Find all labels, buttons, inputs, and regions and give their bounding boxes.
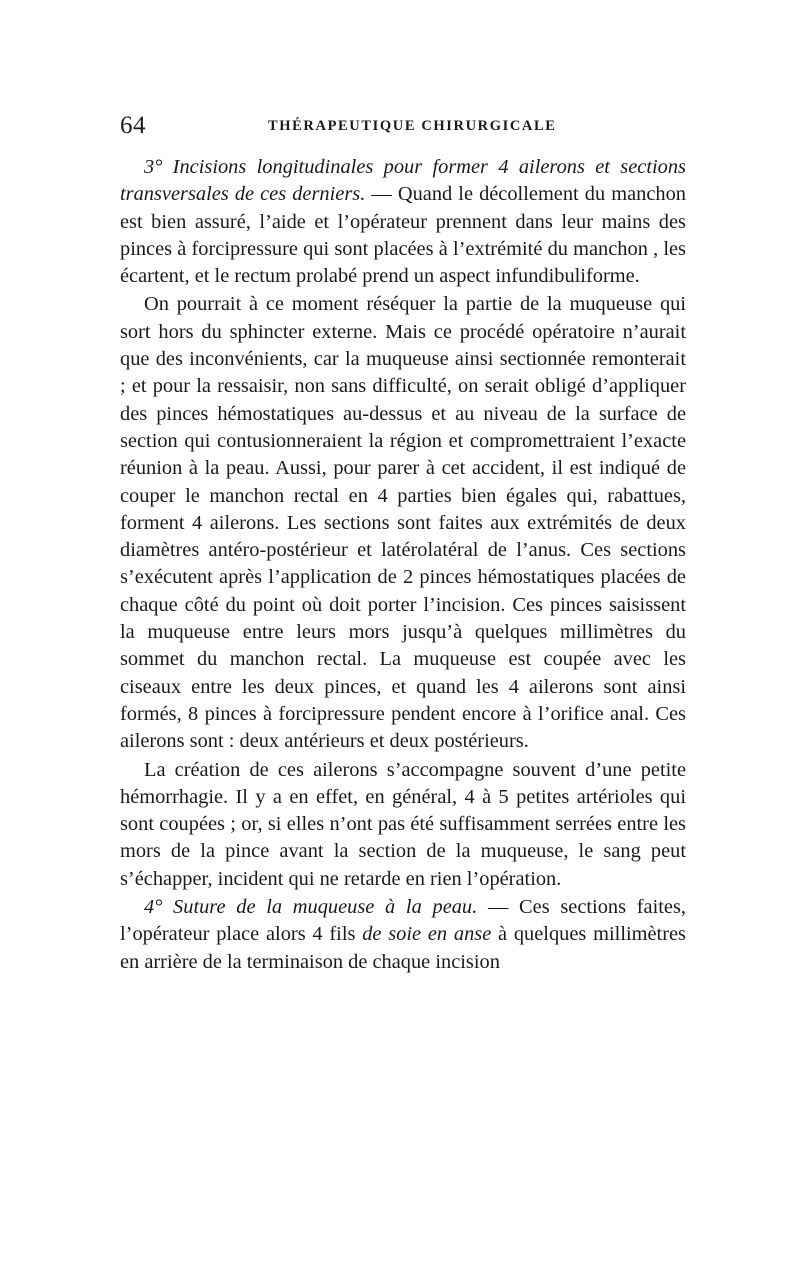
paragraph-hemorrhage [120, 757, 686, 893]
page-number: 64 [120, 112, 146, 139]
running-title: THÉRAPEUTIQUE CHIRURGICALE [268, 118, 557, 134]
body-text [120, 154, 686, 976]
paragraph-resection [120, 291, 686, 755]
section-heading-4: 4° Suture de la muqueuse à la peau. [144, 896, 478, 919]
paragraph-incisions [120, 154, 686, 290]
paragraph-text: On pourrait à ce moment réséquer la partie de la muqueuse qui sort hors du sphincter externe. Mais ce procédé opératoire n’aurait que des inconvénients, car la muqueuse ainsi sectionnée remonterait ; et pour la ressaisir, non sans difficulté, on serait obligé d’appliquer des pinces hémostatiques au-dessus et au niveau de la surface de section qui contusionneraient la région et compromettraient l’exacte réunion à la peau. Aussi, pour parer à cet accident, il est indiqué de couper le manchon rectal en 4 parties bien égales qui, rabattues, forment 4 ailerons. Les sections sont faites aux extrémités de deux diamètres antéro-postérieur et latérolatéral de l’anus. Ces sections s’exécutent après l’application de 2 pinces hémostatiques placées de chaque côté du point où doit porter l’incision. Ces pinces saisissent la muqueuse entre leurs mors jusqu’à quelques millimètres du sommet du manchon rectal. La muqueuse est coupée avec les ciseaux entre les deux pinces, et quand les 4 ailerons sont ainsi formés, 8 pinces à forcipressure pendent encore à l’orifice anal. Ces ailerons sont : deux antérieurs et deux postérieurs. [120, 293, 686, 753]
book-page [120, 112, 686, 976]
paragraph-suture [120, 894, 686, 976]
italic-phrase: de soie en anse [362, 923, 492, 946]
paragraph-text: — Ces sections faites, l’opérateur place alors 4 fils [120, 896, 686, 946]
paragraph-text: — Quand le décollement du manchon est bien assuré, l’aide et l’opérateur prennent dans leur mains des pinces à forcipressure qui sont placées à l’extrémité du manchon , les écartent, et le rectum prolabé prend un aspect infundibuliforme. [120, 183, 686, 288]
running-head [120, 112, 686, 142]
section-heading-3: 3° Incisions longitudinales pour former 4 ailerons et sections transversales de ces derniers. [120, 156, 686, 206]
paragraph-text: à quelques millimètres en arrière de la terminaison de chaque incision [120, 923, 686, 973]
paragraph-text: La création de ces ailerons s’accompagne souvent d’une petite hémorrhagie. Il y a en effet, en général, 4 à 5 petites artérioles qui sont coupées ; or, si elles n’ont pas été suffisamment serrées entre les mors de la pince avant la section de la muqueuse, le sang peut s’échapper, incident qui ne retarde en rien l’opération. [120, 758, 686, 890]
